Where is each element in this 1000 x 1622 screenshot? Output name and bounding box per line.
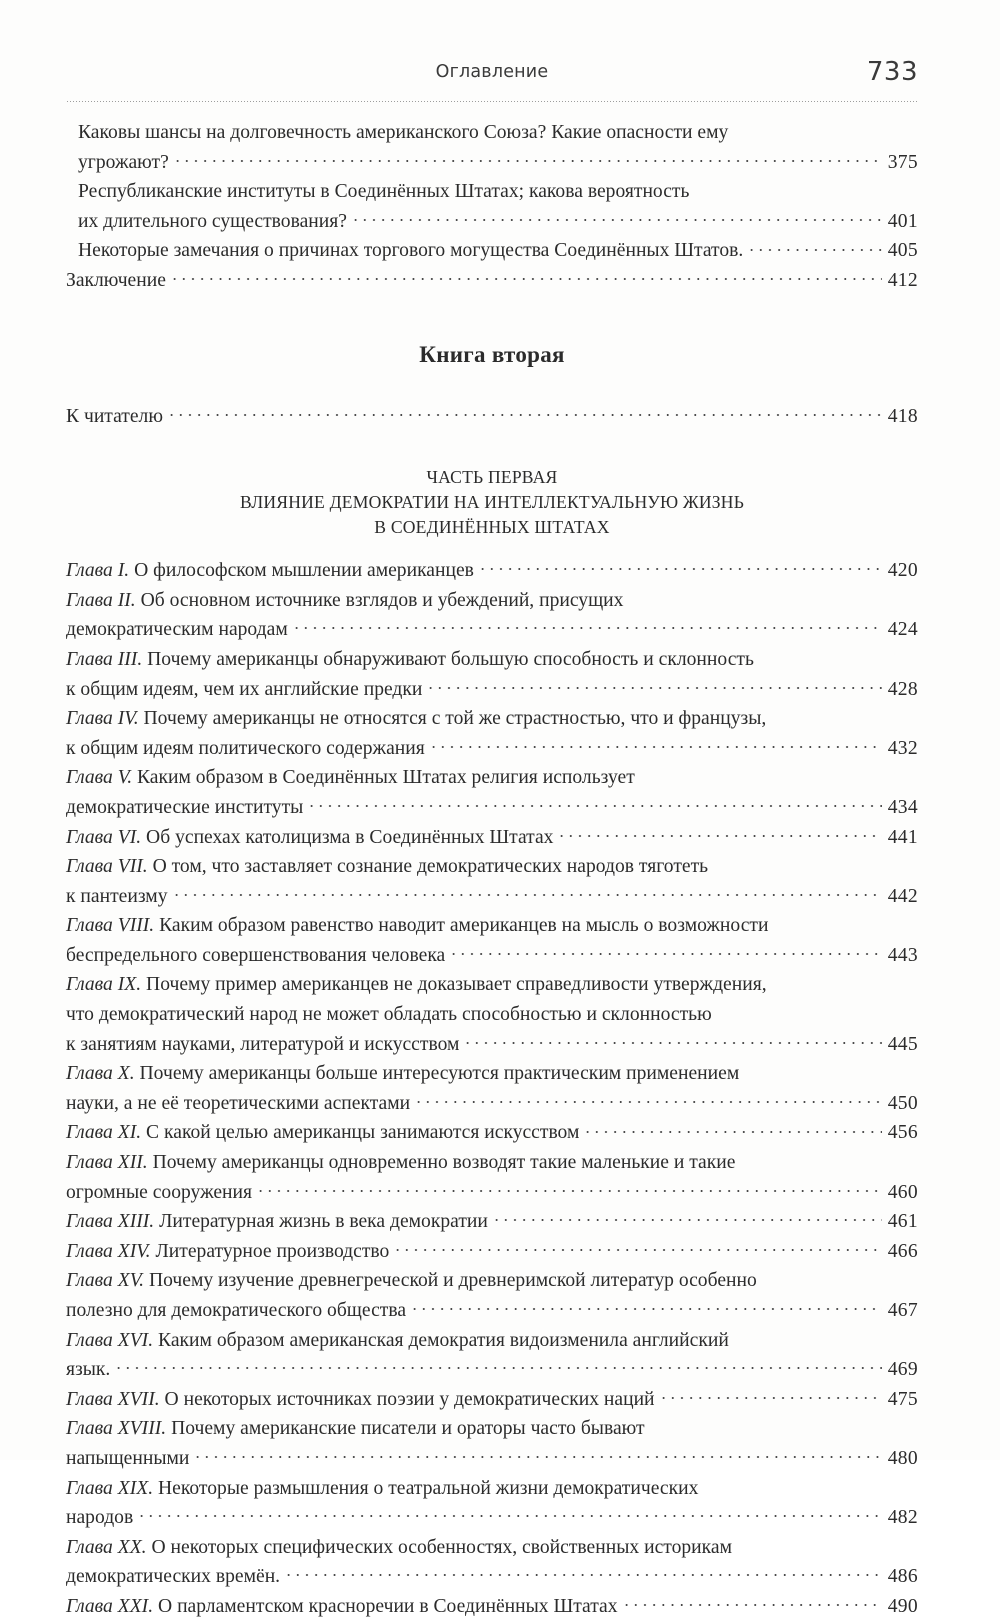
toc-entry-title: демократическим народам	[66, 619, 288, 641]
toc-entry-page-number: 442	[887, 885, 918, 907]
toc-entry-page-number: 475	[887, 1388, 918, 1410]
toc-entry-page-number: 375	[887, 151, 918, 173]
toc-entry-title: беспредельного совершенствования человека	[66, 944, 446, 966]
toc-entry-line: Глава XVI. Каким образом американская демократия видоизменила английский	[66, 1329, 729, 1351]
chapter-number-label: Глава XII.	[66, 1152, 148, 1174]
leader-dots	[284, 1563, 882, 1583]
leader-dots	[557, 823, 882, 843]
toc-entry-line: Глава XV. Почему изучение древнегреческой и древнеримской литератур особенно	[66, 1270, 757, 1292]
chapter-number-label: Глава I.	[66, 560, 130, 582]
toc-chapter-list	[66, 556, 918, 1621]
toc-entry-last-line	[66, 556, 918, 586]
toc-entry-line: Глава II. Об основном источнике взглядов и убеждений, присущих	[66, 589, 624, 611]
toc-entry-title: Заключение	[66, 269, 166, 291]
leader-dots	[622, 1592, 882, 1612]
running-head	[66, 57, 918, 96]
toc-entry-last-line	[78, 207, 918, 237]
part-heading-line-1: ЧАСТЬ ПЕРВАЯ	[426, 467, 558, 488]
toc-entry-title: Глава XIV. Литературное производство	[66, 1240, 390, 1262]
toc-entry-page-number: 466	[887, 1240, 918, 1262]
chapter-number-label: Глава VII.	[66, 856, 148, 878]
spacer	[66, 431, 918, 465]
toc-entry-page-number: 482	[887, 1507, 918, 1529]
toc-entry-page-number: 412	[887, 269, 918, 291]
toc-entry-title: Глава XXI. О парламентском красноречии в Соединённых Штатах	[66, 1595, 618, 1617]
toc-entry-last-line	[66, 675, 918, 705]
toc-entry-last-line	[66, 793, 918, 823]
toc-entry-last-line	[66, 823, 918, 853]
toc-entry-last-line	[66, 1178, 918, 1208]
toc-entry-last-line	[66, 1355, 918, 1385]
toc-entry-page-number: 401	[887, 210, 918, 232]
toc-entry-chapter[interactable]	[66, 1385, 918, 1415]
toc-entry-chapter[interactable]	[66, 911, 918, 970]
toc-entry-chapter[interactable]	[66, 586, 918, 645]
toc-entry-chapter[interactable]	[66, 645, 918, 704]
toc-entry-page-number: 467	[887, 1300, 918, 1321]
leader-dots	[414, 1089, 882, 1109]
toc-entry-chapter[interactable]	[66, 763, 918, 822]
header-divider-rule	[66, 101, 918, 102]
book-two-title: Книга вторая	[419, 341, 565, 367]
toc-entry-title: Глава I. О философском мышлении американцев	[66, 560, 474, 582]
chapter-number-label: Глава XV.	[66, 1270, 145, 1292]
toc-entry-title: демократические институты	[66, 796, 304, 818]
toc-entry-line: Глава XIX. Некоторые размышления о театральной жизни демократических	[66, 1477, 699, 1499]
toc-entry-page-number: 418	[887, 405, 918, 427]
part-heading-line-2: ВЛИЯНИЕ ДЕМОКРАТИИ НА ИНТЕЛЛЕКТУАЛЬНУЮ ЖИЗНЬ	[239, 492, 745, 513]
toc-entry-title: К читателю	[66, 405, 163, 427]
toc-entry-line: Глава X. Почему американцы больше интересуются практическим применением	[66, 1063, 740, 1085]
chapter-number-label: Глава X.	[66, 1063, 135, 1085]
leader-dots	[256, 1178, 882, 1198]
toc-entry-last-line	[66, 941, 918, 971]
toc-entry-last-line	[66, 1592, 918, 1622]
toc-entry-page-number: 445	[887, 1033, 918, 1055]
page-folio-number: 733	[866, 57, 918, 87]
toc-entry-title: к занятиям науками, литературой и искусством	[66, 1033, 460, 1055]
toc-entry-page-number: 424	[887, 619, 918, 641]
toc-entry-chapter[interactable]	[66, 1237, 918, 1267]
toc-entry-page-number: 432	[887, 737, 918, 759]
part-heading-line-3: В СОЕДИНЁННЫХ ШТАТАХ	[374, 517, 610, 538]
toc-entry-last-line	[66, 1207, 918, 1237]
chapter-number-label: Глава VIII.	[66, 915, 155, 937]
toc-entry-chapter[interactable]	[66, 1207, 918, 1237]
chapter-number-label: Глава XX.	[66, 1536, 147, 1558]
toc-entry-page-number: 428	[887, 678, 918, 700]
chapter-number-label: Глава XXI.	[66, 1595, 154, 1617]
toc-body	[66, 118, 918, 1622]
leader-dots	[429, 734, 882, 754]
toc-entry-title: народов	[66, 1507, 134, 1529]
toc-entry-last-line	[66, 1030, 918, 1060]
toc-entry-last-line	[78, 148, 918, 178]
toc-entry-line: Каковы шансы на долговечность американского Союза? Какие опасности ему	[78, 122, 729, 143]
toc-entry-section[interactable]	[66, 177, 918, 236]
leader-dots	[492, 1208, 882, 1228]
leader-dots	[137, 1504, 882, 1524]
leader-dots	[463, 1030, 882, 1050]
chapter-number-label: Глава III.	[66, 648, 143, 670]
toc-entry-title: Глава XVII. О некоторых источниках поэзии у демократических наций	[66, 1388, 655, 1410]
spacer	[66, 368, 918, 402]
leader-dots	[114, 1356, 882, 1376]
toc-entry-chapter[interactable]	[66, 1118, 918, 1148]
toc-entry-title: Глава XI. С какой целью американцы занимаются искусством	[66, 1122, 580, 1144]
chapter-number-label: Глава XVIII.	[66, 1418, 167, 1440]
leader-dots	[426, 675, 882, 695]
leader-dots	[172, 882, 883, 902]
chapter-number-label: Глава XIX.	[66, 1477, 154, 1499]
toc-entry-page-number: 420	[887, 560, 918, 582]
toc-entry-last-line	[66, 1237, 918, 1267]
toc-entry-line: Глава IV. Почему американцы не относятся с той же страстностью, что и французы,	[66, 708, 767, 730]
toc-entry-title: Некоторые замечания о причинах торгового могущества Соединённых Штатов.	[78, 240, 744, 262]
toc-entry-section[interactable]	[66, 118, 918, 177]
toc-entry-line: Глава V. Каким образом в Соединённых Штатах религия использует	[66, 767, 635, 789]
leader-dots	[449, 941, 882, 961]
toc-entry-title: угрожают?	[78, 151, 169, 173]
toc-entry-title: язык.	[66, 1359, 111, 1381]
chapter-number-label: Глава XI.	[66, 1122, 142, 1144]
toc-entry-line: Глава XVIII. Почему американские писатели и ораторы часто бывают	[66, 1418, 645, 1440]
toc-entry-chapter[interactable]	[66, 704, 918, 763]
chapter-number-label: Глава II.	[66, 589, 136, 611]
toc-entry-chapter[interactable]	[66, 1059, 918, 1118]
chapter-number-label: Глава XVI.	[66, 1329, 154, 1351]
toc-entry-page-number: 490	[887, 1595, 918, 1617]
spacer	[66, 540, 918, 556]
toc-entry-last-line	[66, 1562, 918, 1592]
toc-entry-section[interactable]	[66, 236, 918, 266]
toc-entry-page-number: 443	[887, 944, 918, 966]
toc-entry-line: что демократический народ не может обладать способностью и склонностью	[66, 1004, 712, 1026]
toc-entry-title: демократических времён.	[66, 1566, 281, 1588]
leader-dots	[193, 1444, 882, 1464]
toc-entry-page-number: 434	[887, 796, 918, 818]
chapter-number-label: Глава VI.	[66, 826, 142, 848]
toc-entry-chapter[interactable]	[66, 970, 918, 1059]
toc-entry-chapter[interactable]	[66, 1148, 918, 1207]
toc-entry-last-line	[66, 1089, 918, 1119]
leader-dots	[173, 148, 882, 168]
toc-entry-line: Глава XII. Почему американцы одновременно возводят такие маленькие и такие	[66, 1152, 736, 1174]
toc-entry-last-line	[66, 1503, 918, 1533]
leader-dots	[393, 1237, 882, 1257]
toc-entry-last-line	[66, 266, 918, 296]
chapter-number-label: Глава XVII.	[66, 1388, 160, 1410]
toc-entry-title: огромные сооружения	[66, 1181, 253, 1203]
toc-entry-title: напыщенными	[66, 1447, 190, 1469]
toc-entry-page-number: 456	[887, 1122, 918, 1144]
toc-entry-line: Глава IX. Почему пример американцев не доказывает справедливости утверждения,	[66, 974, 767, 996]
part-heading	[66, 465, 918, 540]
spacer	[66, 296, 918, 342]
leader-dots	[747, 237, 882, 257]
toc-entry-chapter[interactable]	[66, 852, 918, 911]
toc-entry-page-number: 486	[887, 1566, 918, 1588]
toc-entry-chapter[interactable]	[66, 823, 918, 853]
toc-entry-last-line	[66, 1444, 918, 1474]
chapter-number-label: Глава IV.	[66, 708, 139, 730]
toc-entry-last-line	[66, 1296, 918, 1326]
toc-entry-page-number: 469	[887, 1359, 918, 1381]
toc-entry-last-line	[66, 402, 918, 432]
toc-entry-section[interactable]	[66, 266, 918, 296]
toc-entry-line: Республиканские институты в Соединённых Штатах; какова вероятность	[78, 181, 690, 203]
toc-entry-title: к пантеизму	[66, 885, 168, 907]
toc-entry-last-line	[66, 615, 918, 645]
toc-entry-last-line	[66, 1118, 918, 1148]
toc-entry-last-line	[66, 1385, 918, 1415]
toc-entry-preface	[66, 402, 918, 432]
toc-entry-chapter[interactable]	[66, 1533, 918, 1592]
toc-entry-preface-row[interactable]	[66, 402, 918, 432]
toc-entry-last-line	[66, 882, 918, 912]
toc-entry-title: к общим идеям политического содержания	[66, 737, 425, 759]
leader-dots	[307, 793, 882, 813]
leader-dots	[170, 266, 882, 286]
toc-entry-chapter[interactable]	[66, 1266, 918, 1325]
toc-entry-title: Глава VI. Об успехах католицизма в Соединённых Штатах	[66, 826, 554, 848]
toc-entry-last-line	[78, 236, 918, 266]
toc-entry-page-number: 441	[887, 826, 918, 848]
toc-entry-chapter[interactable]	[66, 1326, 918, 1385]
toc-entry-chapter[interactable]	[66, 1592, 918, 1622]
toc-entry-chapter[interactable]	[66, 1414, 918, 1473]
leader-dots	[167, 402, 882, 422]
chapter-number-label: Глава IX.	[66, 974, 142, 996]
leader-dots	[410, 1296, 882, 1316]
toc-entry-page-number: 480	[887, 1447, 918, 1469]
chapter-number-label: Глава V.	[66, 767, 133, 789]
toc-entry-chapter[interactable]	[66, 1474, 918, 1533]
toc-entry-title: науки, а не её теоретическими аспектами	[66, 1092, 411, 1114]
leader-dots	[292, 616, 882, 636]
running-head-title: Оглавление	[435, 62, 549, 82]
toc-entry-page-number: 405	[887, 240, 918, 262]
leader-dots	[351, 207, 882, 227]
toc-entry-title: Глава XIII. Литературная жизнь в века демократии	[66, 1211, 488, 1233]
leader-dots	[583, 1119, 882, 1139]
toc-entry-last-line	[66, 734, 918, 764]
toc-entry-line: Глава VII. О том, что заставляет сознание демократических народов тяготеть	[66, 856, 709, 878]
chapter-number-label: Глава XIV.	[66, 1240, 151, 1262]
toc-entry-chapter[interactable]	[66, 556, 918, 586]
leader-dots	[659, 1385, 882, 1405]
toc-entry-title: к общим идеям, чем их английские предки	[66, 678, 423, 700]
toc-entry-line: Глава VIII. Каким образом равенство наводит американцев на мысль о возможности	[66, 915, 769, 937]
toc-entry-title: полезно для демократического общества	[66, 1300, 407, 1321]
toc-entry-title: их длительного существования?	[78, 210, 347, 232]
leader-dots	[478, 557, 882, 577]
toc-section-book-one-tail	[66, 118, 918, 296]
chapter-number-label: Глава XIII.	[66, 1211, 155, 1233]
toc-entry-line: Глава III. Почему американцы обнаруживают большую способность и склонность	[66, 648, 754, 670]
toc-entry-line: Глава XX. О некоторых специфических особенностях, свойственных историкам	[66, 1536, 732, 1558]
toc-entry-page-number: 460	[887, 1181, 918, 1203]
toc-entry-page-number: 450	[887, 1092, 918, 1114]
toc-entry-page-number: 461	[887, 1211, 918, 1233]
